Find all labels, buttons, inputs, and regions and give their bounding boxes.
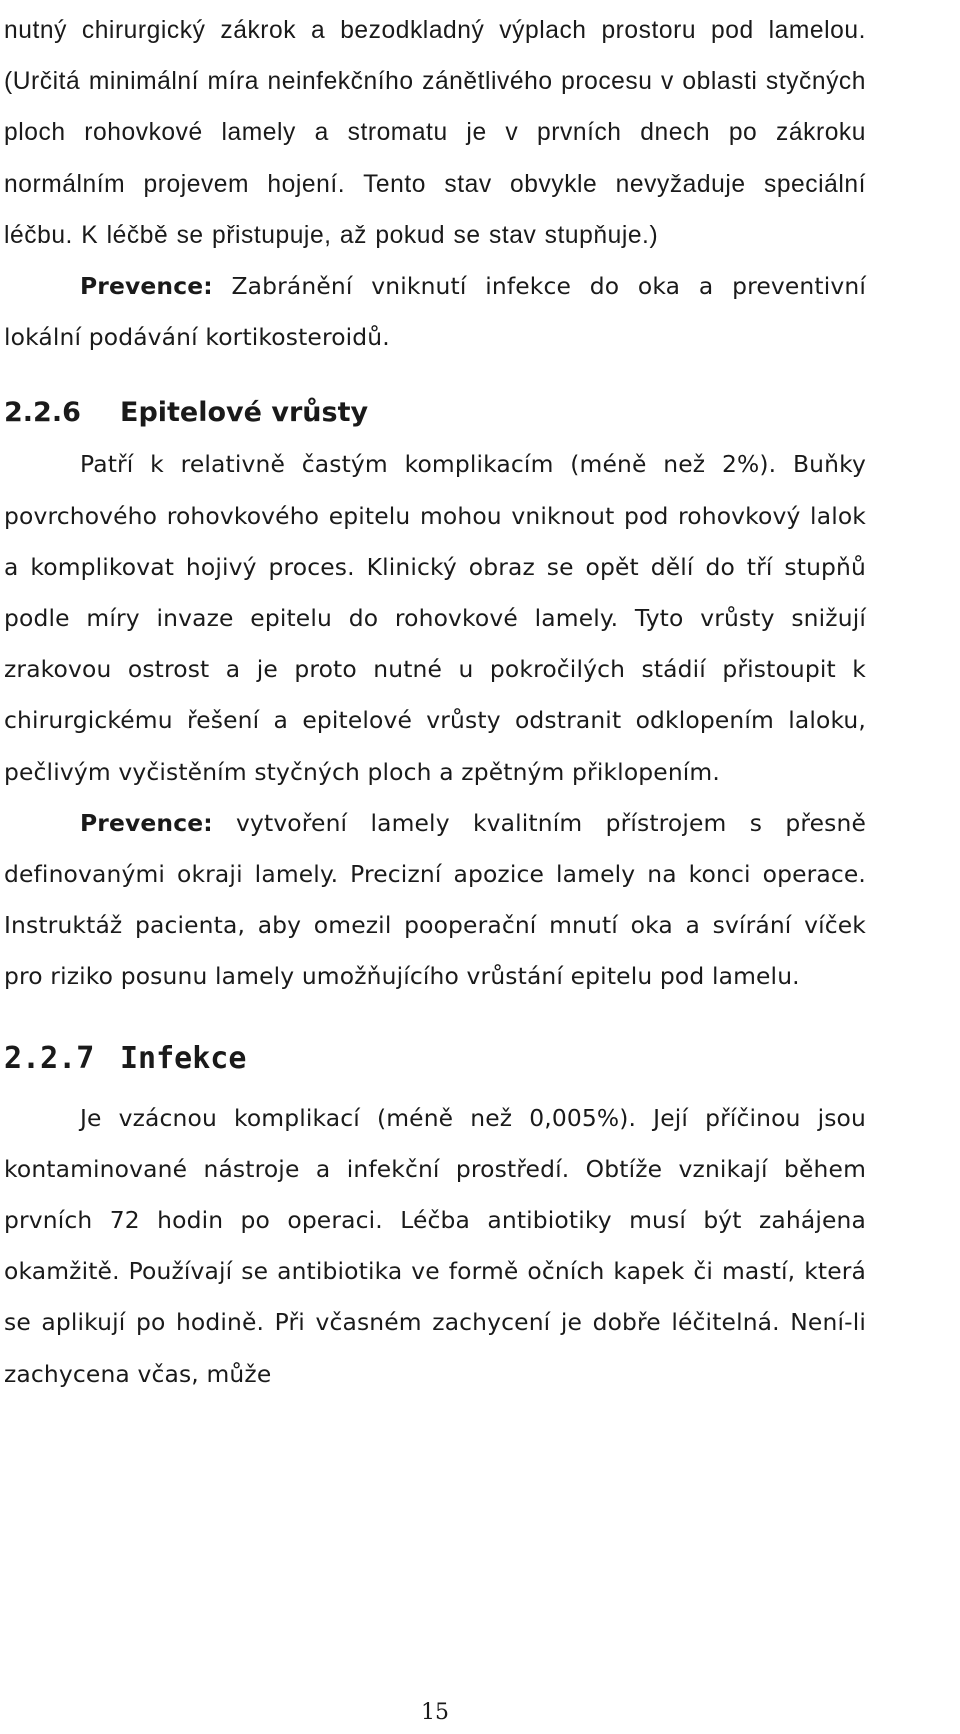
prevence-paragraph-1 bbox=[4, 261, 866, 363]
page-number: 15 bbox=[421, 1700, 449, 1725]
section-title: Epitelové vrůsty bbox=[120, 397, 369, 429]
prevence-paragraph-2 bbox=[4, 798, 866, 1003]
intro-continuation-paragraph: nutný chirurgický zákrok a bezodkladný výplach prostoru pod lamelou. (Určitá minimální míra neinfekčního zánětlivého procesu v oblasti styčných ploch rohovkové lamely a stromatu je v prvních dnech po zákroku normálním projevem hojení. Tento stav obvykle nevyžaduje speciální léčbu. K léčbě se přistupuje, až pokud se stav stupňuje.) bbox=[4, 17, 866, 249]
section-number: 2.2.6 bbox=[4, 397, 81, 429]
section-226-paragraph: Patří k relativně častým komplikacím (méně než 2%). Buňky povrchového rohovkového epitelu mohou vniknout pod rohovkový lalok a komplikovat hojivý proces. Klinický obraz se opět dělí do tří stupňů podle míry invaze epitelu do rohovkové lamely. Tyto vrůsty snižují zrakovou ostrost a je proto nutné u pokročilých stádií přistoupit k chirurgickému řešení a epitelové vrůsty odstranit odklopením laloku, pečlivým vyčistěním styčných ploch a zpětným přiklopením. bbox=[4, 450, 866, 786]
prevence-text: vytvoření lamely kvalitním přístrojem s přesně definovanými okraji lamely. Precizní apozice lamely na konci operace. Instruktáž pacienta, aby omezil pooperační mnutí oka a svírání víček pro riziko posunu lamely umožňujícího vrůstání epitelu pod lamelu. bbox=[4, 808, 866, 991]
section-title: Infekce bbox=[120, 1040, 247, 1076]
section-heading-227 bbox=[4, 1039, 866, 1079]
prevence-label: Prevence: bbox=[80, 808, 213, 837]
document-page bbox=[4, 0, 866, 1400]
section-heading-226 bbox=[4, 393, 866, 433]
prevence-label: Prevence: bbox=[80, 272, 213, 301]
prevence-text: Zabránění vniknutí infekce do oka a preventivní lokální podávání kortikosteroidů. bbox=[4, 272, 866, 352]
section-number: 2.2.7 bbox=[4, 1040, 95, 1076]
section-227-paragraph: Je vzácnou komplikací (méně než 0,005%). Její příčinou jsou kontaminované nástroje a infekční prostředí. Obtíže vznikají během prvních 72 hodin po operaci. Léčba antibiotiky musí být zahájena okamžitě. Používají se antibiotika ve formě očních kapek či mastí, která se aplikují po hodině. Při včasném zachycení je dobře léčitelná. Není-li zachycena včas, může bbox=[4, 1103, 866, 1388]
